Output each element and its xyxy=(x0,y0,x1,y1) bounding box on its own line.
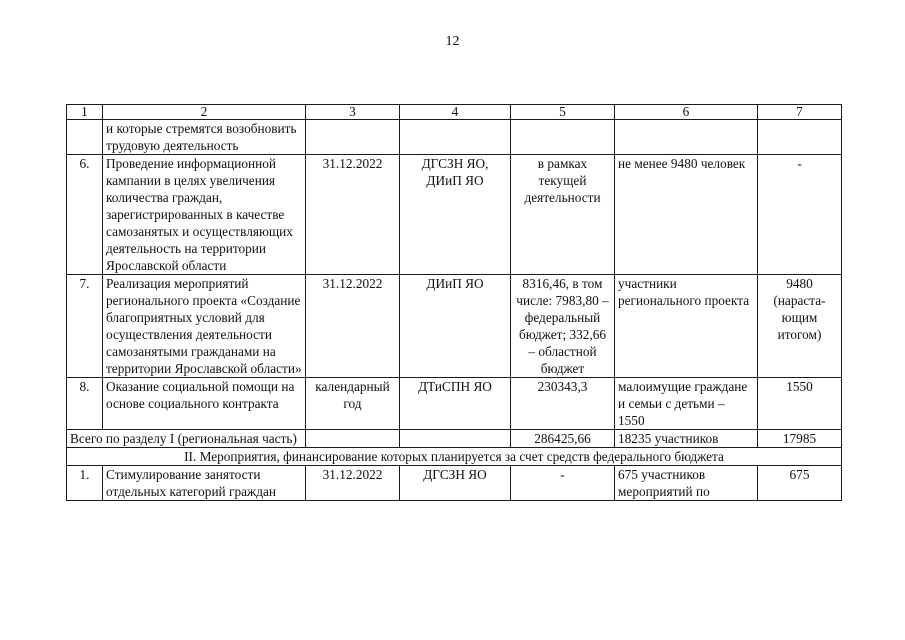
executor: ДТиСПН ЯО xyxy=(400,378,511,430)
measure-name: Проведение информационной кампании в целях увеличения количества граждан, зарегистрированных в качестве самозанятых и осуществляющих деятельность на территории Ярославской области xyxy=(103,155,306,275)
column-number: 4 xyxy=(400,105,511,120)
funding: 8316,46, в том числе: 7983,80 – федеральный бюджет; 332,66 – областной бюджет xyxy=(511,275,615,378)
participants: не менее 9480 человек xyxy=(615,155,758,275)
table-row xyxy=(67,120,842,155)
section-title: II. Мероприятия, финансирование которых планируется за счет средств федерального бюджета xyxy=(67,448,842,466)
deadline: 31.12.2022 xyxy=(306,466,400,501)
participants: 675 участников мероприятий по xyxy=(615,466,758,501)
measure-name: Реализация мероприятий регионального проекта «Создание благоприятных условий для осуществления деятельности самозанятыми гражданами на территории Ярославской области» xyxy=(103,275,306,378)
column-number-row xyxy=(67,105,842,120)
measure-name: Стимулирование занятости отдельных категорий граждан xyxy=(103,466,306,501)
executor: ДГСЗН ЯО xyxy=(400,466,511,501)
column-number: 5 xyxy=(511,105,615,120)
column-number: 3 xyxy=(306,105,400,120)
total-funding: 286425,66 xyxy=(511,430,615,448)
indicator: 9480 (нараста-ющим итогом) xyxy=(758,275,842,378)
column-number: 6 xyxy=(615,105,758,120)
funding: 230343,3 xyxy=(511,378,615,430)
total-participants: 18235 участников xyxy=(615,430,758,448)
row-number xyxy=(67,120,103,155)
indicator: 1550 xyxy=(758,378,842,430)
total-indicator: 17985 xyxy=(758,430,842,448)
row-number: 6. xyxy=(67,155,103,275)
column-number: 2 xyxy=(103,105,306,120)
row-number: 1. xyxy=(67,466,103,501)
table-row xyxy=(67,378,842,430)
deadline: 31.12.2022 xyxy=(306,275,400,378)
indicator: 675 xyxy=(758,466,842,501)
funding: - xyxy=(511,466,615,501)
indicator: - xyxy=(758,155,842,275)
participants: малоимущие граждане и семьи с детьми – 1550 xyxy=(615,378,758,430)
column-number: 7 xyxy=(758,105,842,120)
section-row xyxy=(67,448,842,466)
executor: ДГСЗН ЯО, ДИиП ЯО xyxy=(400,155,511,275)
deadline xyxy=(306,120,400,155)
total-row xyxy=(67,430,842,448)
funding: в рамках текущей деятельности xyxy=(511,155,615,275)
participants xyxy=(615,120,758,155)
executor xyxy=(400,120,511,155)
measure-name: и которые стремятся возобновить трудовую деятельность xyxy=(103,120,306,155)
participants: участники регионального проекта xyxy=(615,275,758,378)
measures-table xyxy=(66,104,842,501)
executor: ДИиП ЯО xyxy=(400,275,511,378)
funding xyxy=(511,120,615,155)
page-number: 12 xyxy=(445,34,460,49)
deadline: календарный год xyxy=(306,378,400,430)
table-row xyxy=(67,275,842,378)
indicator xyxy=(758,120,842,155)
empty-cell xyxy=(306,430,400,448)
total-label: Всего по разделу I (региональная часть) xyxy=(67,430,306,448)
row-number: 7. xyxy=(67,275,103,378)
table-row xyxy=(67,466,842,501)
measure-name: Оказание социальной помощи на основе социального контракта xyxy=(103,378,306,430)
table-row xyxy=(67,155,842,275)
row-number: 8. xyxy=(67,378,103,430)
empty-cell xyxy=(400,430,511,448)
deadline: 31.12.2022 xyxy=(306,155,400,275)
column-number: 1 xyxy=(67,105,103,120)
